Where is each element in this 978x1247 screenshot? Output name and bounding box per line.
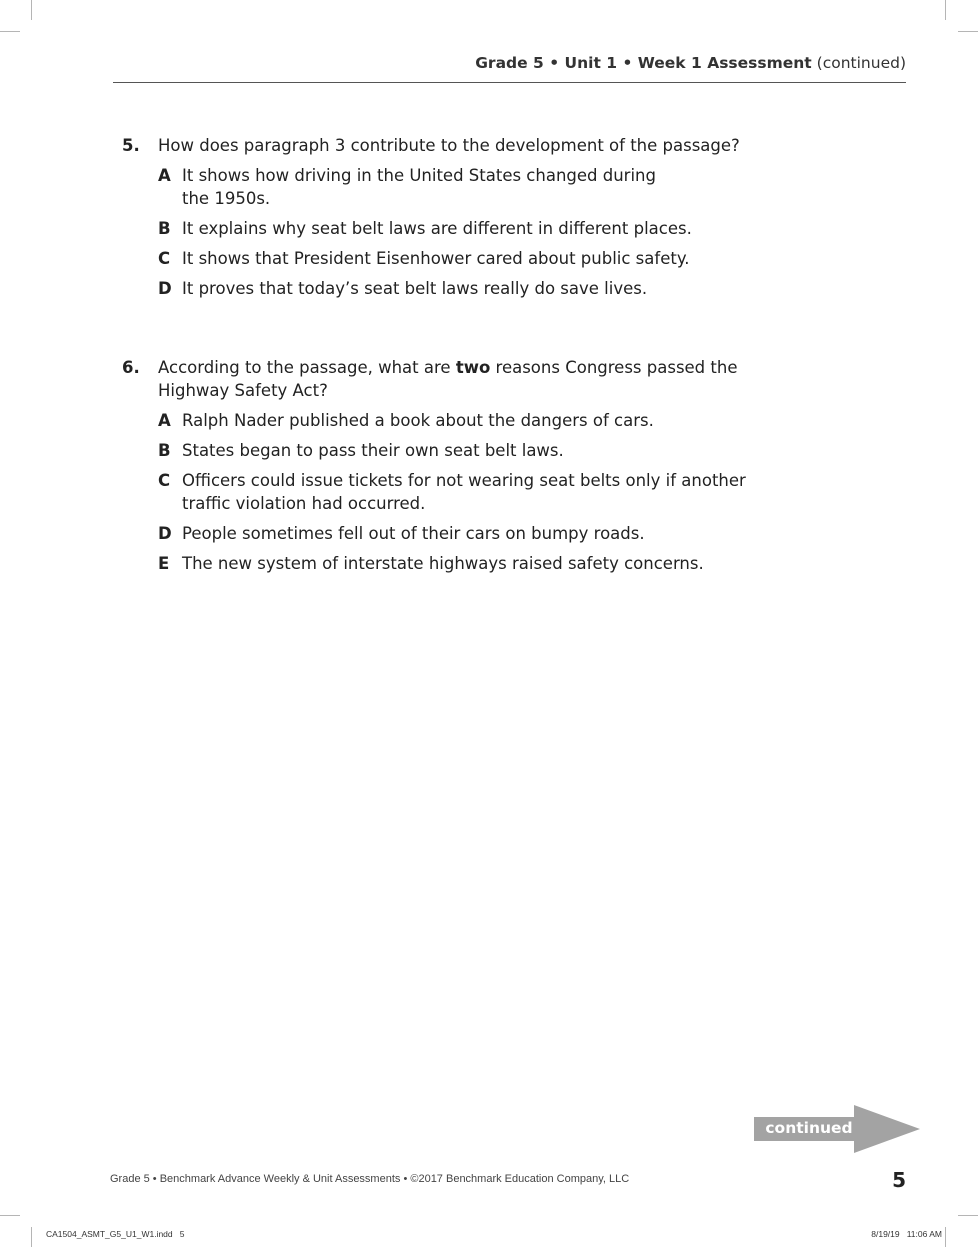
question-text: How does paragraph 3 contribute to the development of the passage?	[158, 136, 740, 155]
option-text: It explains why seat belt laws are different in different places.	[182, 219, 692, 238]
question-5	[122, 134, 762, 307]
option-letter: C	[158, 471, 171, 490]
page-header	[475, 54, 906, 72]
emphasis-two: two	[455, 358, 491, 377]
question-number: 5.	[122, 136, 140, 155]
option-text: Officers could issue tickets for not wearing seat belts only if another traffic violation had occurred.	[182, 471, 746, 513]
crop-mark	[31, 1227, 32, 1247]
footer-text: Grade 5 • Benchmark Advance Weekly & Unit Assessments • ©2017 Benchmark Education Company, LLC	[110, 1173, 630, 1185]
option-letter: A	[158, 411, 171, 430]
option-letter: A	[158, 166, 171, 185]
answer-option-a[interactable]	[158, 409, 762, 432]
header-continued: (continued)	[816, 54, 906, 72]
crop-mark	[31, 0, 32, 20]
answer-option-d[interactable]	[158, 277, 762, 300]
option-letter: E	[158, 554, 170, 573]
answer-options	[158, 164, 762, 300]
crop-mark	[0, 1215, 20, 1216]
option-text: It proves that today’s seat belt laws really do save lives.	[182, 279, 648, 298]
question-number: 6.	[122, 358, 140, 377]
option-text: Ralph Nader published a book about the dangers of cars.	[182, 411, 654, 430]
option-letter: D	[158, 524, 172, 543]
crop-mark	[945, 0, 946, 20]
question-text: According to the passage, what are two reasons Congress passed the Highway Safety Act?	[158, 358, 738, 400]
page-number: 5	[892, 1168, 906, 1192]
option-text: States began to pass their own seat belt laws.	[182, 441, 564, 460]
continued-label: continued	[765, 1119, 853, 1137]
slug-timestamp: 8/19/19 11:06 AM	[871, 1229, 942, 1239]
crop-mark	[945, 1227, 946, 1247]
option-letter: B	[158, 441, 171, 460]
answer-option-d[interactable]	[158, 522, 762, 545]
question-6	[122, 356, 762, 582]
continued-arrow[interactable]	[754, 1105, 920, 1153]
option-text: The new system of interstate highways raised safety concerns.	[182, 554, 704, 573]
crop-mark	[958, 31, 978, 32]
answer-option-c[interactable]	[158, 469, 762, 515]
slug-file: CA1504_ASMT_G5_U1_W1.indd 5	[46, 1229, 185, 1239]
option-text: It shows how driving in the United States changed during the 1950s.	[182, 166, 656, 208]
option-text: It shows that President Eisenhower cared about public safety.	[182, 249, 690, 268]
answer-option-b[interactable]	[158, 439, 762, 462]
header-title: Grade 5 • Unit 1 • Week 1 Assessment	[475, 54, 812, 72]
answer-option-a[interactable]	[158, 164, 668, 210]
header-divider	[113, 82, 906, 83]
answer-option-c[interactable]	[158, 247, 762, 270]
option-letter: D	[158, 279, 172, 298]
answer-option-b[interactable]	[158, 217, 762, 240]
answer-options	[158, 409, 762, 575]
option-letter: C	[158, 249, 171, 268]
option-letter: B	[158, 219, 171, 238]
crop-mark	[0, 31, 20, 32]
option-text: People sometimes fell out of their cars on bumpy roads.	[182, 524, 645, 543]
crop-mark	[958, 1215, 978, 1216]
answer-option-e[interactable]	[158, 552, 762, 575]
